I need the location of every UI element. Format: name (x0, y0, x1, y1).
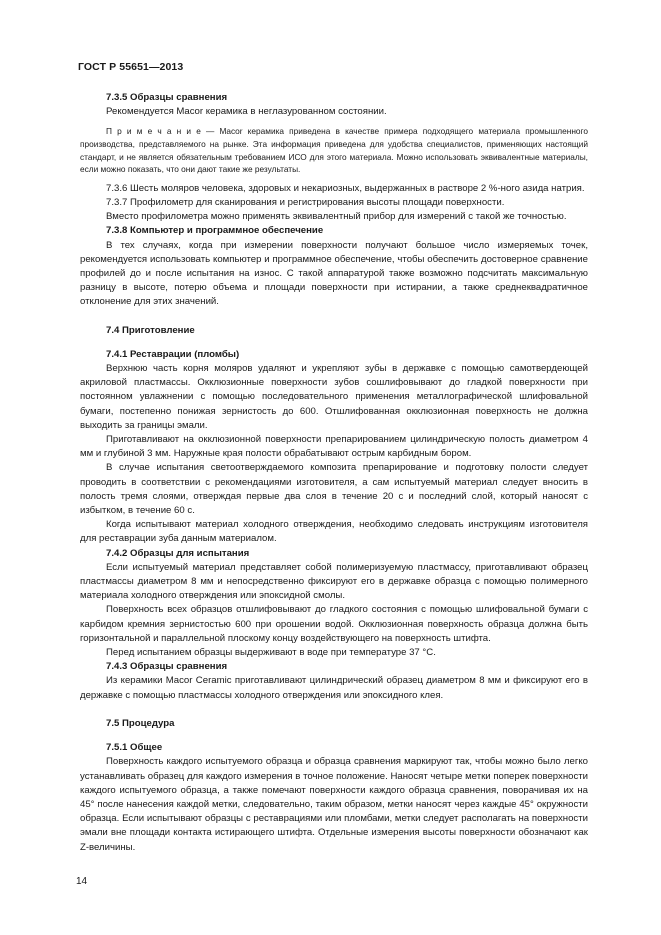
section-7-3-5-text: Рекомендуется Macor керамика в неглазурованном состоянии. (106, 106, 387, 118)
section-7-3-7-text-2: Вместо профилометра можно применять эквивалентный прибор для измерений с такой же точностью. (106, 211, 567, 223)
section-7-4-3-text: Из керамики Macor Ceramic приготавливают цилиндрический образец диаметром 8 мм и фиксируют его в державке с помощью пластмассы холодного отверждения или эпоксидного клея. (80, 675, 588, 701)
section-7-3-6-text: 7.3.6 Шесть моляров человека, здоровых и некариозных, выдержанных в растворе 2 %-ного азида натрия. (106, 182, 585, 194)
note-paragraph: П р и м е ч а н и е — Macor керамика приведена в качестве примера подходящего материала промышленного производства, представляемого на рынке. Эта информация приведена для удобства специалистов, применяющих настоящий стандарт, и не является обязательным требованием ИСО для этого материала. Можно использовать эквивалентные материалы, если можно показать, что они дают такие же результаты. (80, 126, 588, 175)
document-header: ГОСТ Р 55651—2013 (78, 61, 184, 73)
section-7-3-8-text: В тех случаях, когда при измерении поверхности получают большое число измеряемых точек, рекомендуется использовать компьютер и программное обеспечение, чтобы обеспечить достоверное сравнение профилей до и после испытания на износ. С такой аппаратурой также возможно подсчитать максимальную разницу в высоте, потерю объема и площади поверхности при истирании, а также среднеквадратичное отклонение для этих значений. (80, 239, 588, 308)
section-7-4-2-text-1: Если испытуемый материал представляет собой полимеризуемую пластмассу, приготавливают образец пластмассы диаметром 8 мм и непосредственно фиксируют его в державке образца с помощью полимерного материала холодного отверждения или эпоксидной смолы. (80, 561, 588, 602)
section-7-4-2-text-2: Поверхность всех образцов отшлифовывают до гладкого состояния с помощью шлифовальной бумаги с карбидом кремния зернистостью 600 при орошении водой. Окклюзионная поверхность образца должна быть горизонтальной и параллельной плоскому концу воздействующего на поверхность штифта. (80, 604, 588, 644)
section-7-4-3-title: 7.4.3 Образцы сравнения (106, 661, 228, 673)
section-7-4-2-text-3: Перед испытанием образцы выдерживают в воде при температуре 37 °С. (106, 647, 436, 659)
section-7-5-1-title: 7.5.1 Общее (106, 742, 163, 754)
section-7-4-1-text-3: В случае испытания светоотверждаемого композита препарирование и подготовку полости следует проводить в соответствии с рекомендациями изготовителя, а сам испытуемый материал следует вносить в полость тремя слоями, отверждая первые два слоя в течение 20 с и последний слой, который наносят с избытком, в течение 60 с. (80, 462, 588, 517)
section-7-4-1-text-2: Приготавливают на окклюзионной поверхности препарированием цилиндрическую полость диаметром 4 мм и глубиной 3 мм. Наружные края полости обрабатывают острым карбидным бором. (80, 434, 588, 460)
section-7-3-5-title: 7.3.5 Образцы сравнения (106, 92, 228, 103)
section-7-4-title: 7.4 Приготовление (106, 324, 195, 336)
section-7-3-8-title: 7.3.8 Компьютер и программное обеспечение (106, 225, 324, 237)
section-7-5-title: 7.5 Процедура (106, 717, 175, 729)
page-number: 14 (76, 876, 88, 887)
document-body (80, 91, 588, 855)
section-7-4-1-title: 7.4.1 Реставрации (пломбы) (106, 348, 240, 360)
section-7-4-1-text-1: Верхнюю часть корня моляров удаляют и укрепляют зубы в державке с помощью самотвердеющей акриловой пластмассы. Окклюзионные поверхности зубов сошлифовывают до гладкой поверхности при постоянном увлажнении с помощью последовательного применения металлографической шлифовальной бумаги, постепенно понижая зернистость до 600. Отшлифованная окклюзионная поверхность не должна выходить за границы эмали. (80, 363, 588, 431)
section-7-3-7-text: 7.3.7 Профилометр для сканирования и регистрирования высоты площади поверхности. (106, 196, 505, 208)
section-7-4-2-title: 7.4.2 Образцы для испытания (106, 547, 250, 559)
section-7-5-1-text: Поверхность каждого испытуемого образца и образца сравнения маркируют так, чтобы можно было легко устанавливать образец для каждого измерения в точное положение. Наносят четыре метки поперек поверхности каждого испытуемого образца, а также помечают поверхности каждого образца сравнения, поворачивая их на 45° после нанесения каждой метки, следовательно, таким образом, метки наносят через каждые 45° окружности образца. Если испытывают образцы с реставрациями или пломбами, метки следует располагать на поверхности эмали вне площади контакта истирающего штифта. Отдельные измерения высоты поверхности обозначают как Z-величины. (80, 756, 588, 853)
section-7-4-1-text-4: Когда испытывают материал холодного отверждения, необходимо следовать инструкциям изготовителя для реставрации зуба данным материалом. (80, 519, 588, 545)
